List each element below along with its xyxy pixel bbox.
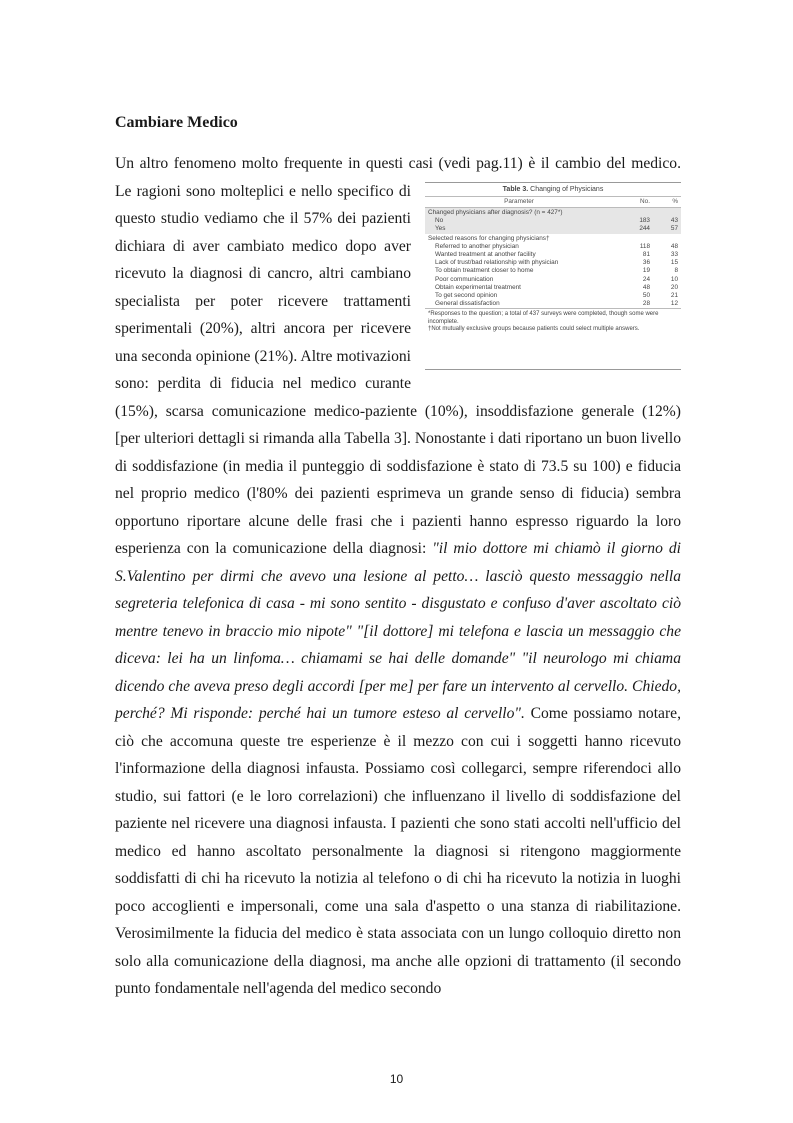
cell-no: 19 [642,267,650,275]
page-number: 10 [389,1072,404,1086]
table-footnote: *Responses to the question; a total of 437 surveys were completed, though some were incomplete. [428,311,659,325]
table-footnotes [425,308,681,335]
column-header-parameter: Parameter [425,197,613,208]
paragraph-text: Le ragioni sono molteplici e nello specifico di questo studio vediamo che il 57% dei pazienti dichiara di aver cambiato medico dopo aver ricevuto la diagnosi di cancro, altri cambiano specialista per poter ricevere trattamenti sperimentali (20%), altri ancora per ricevere una seconda opinione (21%). Altre motivazioni sono: perdita di fiducia nel medico curante (15%), scarsa comunicazione medico-paziente (10%), insoddisfazione generale (12%) [per ulteriori dettagli si rimanda alla Tabella 3]. Nonostante i dati riportano un buon livello di soddisfazione (in media il punteggio di soddisfazione è stato di 73.5 su 100) e fiducia nel proprio medico (l'80% dei pazienti esprimeva un grande senso di fiducia) sembra opportuno riportare alcune delle frasi che i pazienti hanno espresso riguardo la loro esperienza con la comunicazione della diagnosi: [115,182,681,557]
cell-pct: 20 [670,283,678,291]
table-row [425,259,681,267]
table-header-row [425,197,681,208]
cell-no: 50 [642,291,650,299]
table-label: Table 3. [502,185,529,193]
section-heading: Cambiare Medico [115,114,238,131]
patient-quotes: "il mio dottore mi chiamò il giorno di S.Valentino per dirmi che avevo una lesione al petto… lasciò questo messaggio nella segreteria telefonica di casa - mi sono sentito - disgustato e confuso d'aver ascoltato ciò mentre tenevo in braccio mio nipote" "[il dottore] mi telefona e lascia un messaggio che diceva: lei ha un linfoma… chiamami se hai delle domande" "il neurologo mi chiama dicendo che aveva preso degli accordi [per me] per fare un intervento al cervello. Chiedo, perché? Mi risponde: perché hai un tumore esteso al cervello". [115,540,681,722]
table-title-text: Changing of Physicians [530,185,604,193]
cell-parameter: General dissatisfaction [435,300,500,308]
data-table [425,197,681,309]
cell-pct: 21 [670,291,678,299]
body-text [115,150,681,1003]
cell-parameter: Wanted treatment at another facility [435,250,536,258]
cell-pct: 15 [670,259,678,267]
table-row [425,292,681,300]
table-group-row [425,234,681,243]
cell-parameter: Poor communication [435,275,494,283]
table-row [425,300,681,308]
table-row [425,276,681,284]
column-header-pct: % [653,197,681,208]
table-row [425,243,681,251]
cell-parameter: Lack of trust/bad relationship with physician [435,259,559,267]
table-title [425,183,681,197]
cell-no: 36 [642,259,650,267]
table-row [425,284,681,292]
table-row [425,217,681,225]
paragraph-text-continued: Come possiamo notare, ciò che accomuna queste tre esperienze è il mezzo con cui i soggetti hanno ricevuto l'informazione della diagnosi infausta. Possiamo così collegarci, sempre riferendoci allo studio, sui fattori (e le loro correlazioni) che influenzano il livello di soddisfazione del paziente nel ricevere una diagnosi infausta. I pazienti che sono stati accolti nell'ufficio del medico ed hanno ascoltato personalmente la diagnosi si ritengono maggiormente soddisfatti di chi ha ricevuto la notizia al telefono o di chi ha ricevuto la notizia in luoghi poco accoglienti e impersonali, come una sala d'aspetto o una stanza di riabilitazione. Verosimilmente la fiducia del medico è stata associata con un lungo colloquio diretto non solo alla comunicazione della diagnosi, ma anche alle opzioni di trattamento (il secondo punto fondamentale nell'agenda del medico secondo [115,705,681,997]
table-figure [425,182,681,370]
table-footnote: †Not mutually exclusive groups because patients could select multiple answers. [428,326,640,333]
table-row [425,251,681,259]
group-label: Selected reasons for changing physicians† [428,234,550,242]
cell-parameter: Referred to another physician [435,242,519,250]
table-row [425,267,681,275]
cell-pct: 12 [670,300,678,308]
cell-pct: 48 [670,242,678,250]
column-header-no: No. [613,197,653,208]
cell-no: 81 [642,250,650,258]
cell-no: 118 [639,242,650,250]
table-row [425,225,681,233]
cell-pct: 8 [674,267,678,275]
cell-parameter: Yes [425,225,613,233]
cell-pct: 33 [670,250,678,258]
cell-parameter: To obtain treatment closer to home [435,267,534,275]
table-group-row [425,207,681,217]
cell-no: 183 [613,217,653,225]
cell-no: 28 [642,300,650,308]
cell-parameter: No [425,217,613,225]
cell-no: 48 [642,283,650,291]
cell-parameter: Obtain experimental treatment [435,283,521,291]
paragraph-first-line: Un altro fenomeno molto frequente in questi casi (vedi pag.11) è il cambio del medico. [115,155,681,172]
cell-no: 244 [613,225,653,233]
cell-pct: 57 [653,225,681,233]
cell-parameter: To get second opinion [435,291,498,299]
cell-no: 24 [642,275,650,283]
cell-pct: 10 [670,275,678,283]
group-label: Changed physicians after diagnosis? (n = 427*) [425,207,681,217]
cell-pct: 43 [653,217,681,225]
